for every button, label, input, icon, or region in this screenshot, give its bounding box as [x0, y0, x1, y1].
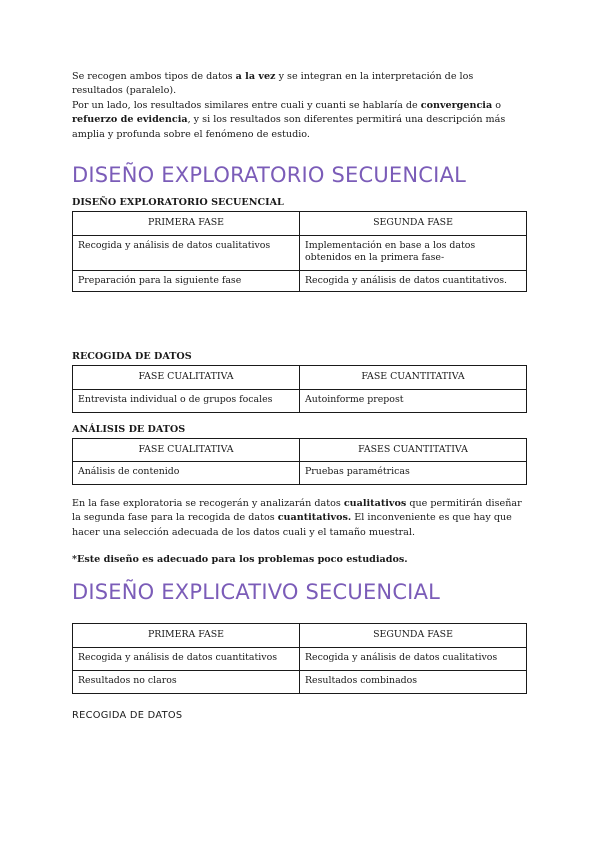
table-header: PRIMERA FASE [73, 212, 300, 236]
table-cell: Recogida y análisis de datos cuantitativos. [300, 270, 527, 292]
table-row [73, 647, 527, 670]
table-cell: Resultados combinados [300, 670, 527, 693]
table-header: SEGUNDA FASE [300, 212, 527, 236]
table-cell: Autoinforme prepost [300, 389, 527, 412]
document-page [72, 70, 527, 721]
table-cell: Recogida y análisis de datos cuantitativos [73, 647, 300, 670]
label-recogida-de-datos: RECOGIDA DE DATOS [72, 351, 192, 363]
intro-paragraph-2: Por un lado, los resultados similares entre cuali y cuanti se hablaría de convergencia o refuerzo de evidencia, y si los resultados son diferentes permitirá una descripción más amplia y profunda sobre el fenómeno de estudio. [72, 99, 506, 140]
table-cell: Pruebas paramétricas [300, 462, 527, 485]
table-header: PRIMERA FASE [73, 624, 300, 648]
table-label-exploratorio: DISEÑO EXPLORATORIO SECUENCIAL [72, 197, 284, 209]
label-recogida-de-datos-2: RECOGIDA DE DATOS [72, 709, 183, 721]
table-explicativo [72, 623, 527, 694]
table-cell: Recogida y análisis de datos cualitativos [73, 235, 300, 270]
table-header: FASE CUANTITATIVA [300, 366, 527, 390]
table-analisis [72, 438, 527, 486]
section-title-exploratorio: DISEÑO EXPLORATORIO SECUENCIAL [72, 163, 467, 188]
intro-paragraph-1: Se recogen ambos tipos de datos a la vez y se integran en la interpretación de los resultados (paralelo). [72, 71, 474, 97]
table-row [73, 462, 527, 485]
table-exploratorio [72, 211, 527, 292]
exploratorio-paragraph: En la fase exploratoria se recogerán y analizarán datos cualitativos que permitirán diseñar la segunda fase para la recogida de datos cuantitativos. El inconveniente es que hay que hacer una selección adecuada de los datos cuali y el tamaño muestral. [72, 498, 522, 538]
table-row [73, 270, 527, 292]
label-analisis-de-datos: ANÁLISIS DE DATOS [72, 423, 186, 435]
table-cell: Recogida y análisis de datos cualitativos [300, 647, 527, 670]
table-header: FASE CUALITATIVA [73, 366, 300, 390]
table-header: FASES CUANTITATIVA [300, 438, 527, 462]
table-row [73, 670, 527, 693]
table-cell: Preparación para la siguiente fase [73, 270, 300, 292]
table-header: FASE CUALITATIVA [73, 438, 300, 462]
note-text: *Este diseño es adecuado para los problemas poco estudiados. [72, 554, 408, 566]
table-cell: Análisis de contenido [73, 462, 300, 485]
table-row [73, 389, 527, 412]
table-header: SEGUNDA FASE [300, 624, 527, 648]
table-recogida [72, 365, 527, 413]
section-title-explicativo: DISEÑO EXPLICATIVO SECUENCIAL [72, 580, 441, 605]
table-cell: Resultados no claros [73, 670, 300, 693]
table-row [73, 235, 527, 270]
table-cell: Entrevista individual o de grupos focales [73, 389, 300, 412]
table-cell: Implementación en base a los datos obtenidos en la primera fase- [300, 235, 527, 270]
